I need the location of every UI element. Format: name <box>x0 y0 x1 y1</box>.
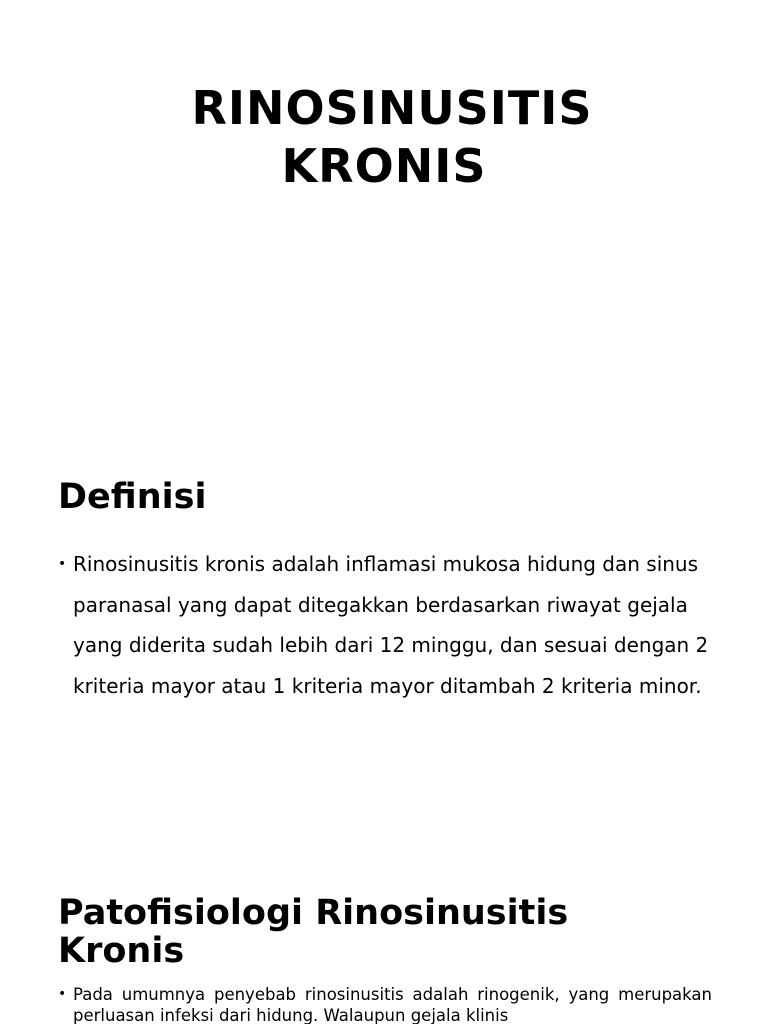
page-title <box>0 79 768 195</box>
bullet-text: Pada umumnya penyebab rinosinusitis adalah rinogenik, yang merupakan perluasan infeksi dari hidung. Walaupun gejala klinis <box>73 985 712 1024</box>
bullet-list <box>58 984 712 1024</box>
slide-definisi <box>0 440 768 860</box>
list-item <box>58 984 712 1024</box>
section-heading: Definisi <box>58 477 207 517</box>
bullet-icon: • <box>58 556 67 572</box>
slide-title <box>0 0 768 440</box>
slide-patofisiologi <box>0 860 768 1024</box>
bullet-icon: • <box>58 986 67 1002</box>
title-line: KRONIS <box>281 138 487 193</box>
bullet-list <box>58 544 712 706</box>
bullet-text: Rinosinusitis kronis adalah inflamasi mukosa hidung dan sinus paranasal yang dapat ditegakkan berdasarkan riwayat gejala yang diderita sudah lebih dari 12 minggu, dan sesuai dengan 2 kriteria mayor atau 1 kriteria mayor ditambah 2 kriteria minor. <box>73 552 709 698</box>
list-item <box>58 544 712 706</box>
section-heading: Patofisiologi Rinosinusitis Kronis <box>58 893 569 971</box>
title-line: RINOSINUSITIS <box>191 80 593 135</box>
